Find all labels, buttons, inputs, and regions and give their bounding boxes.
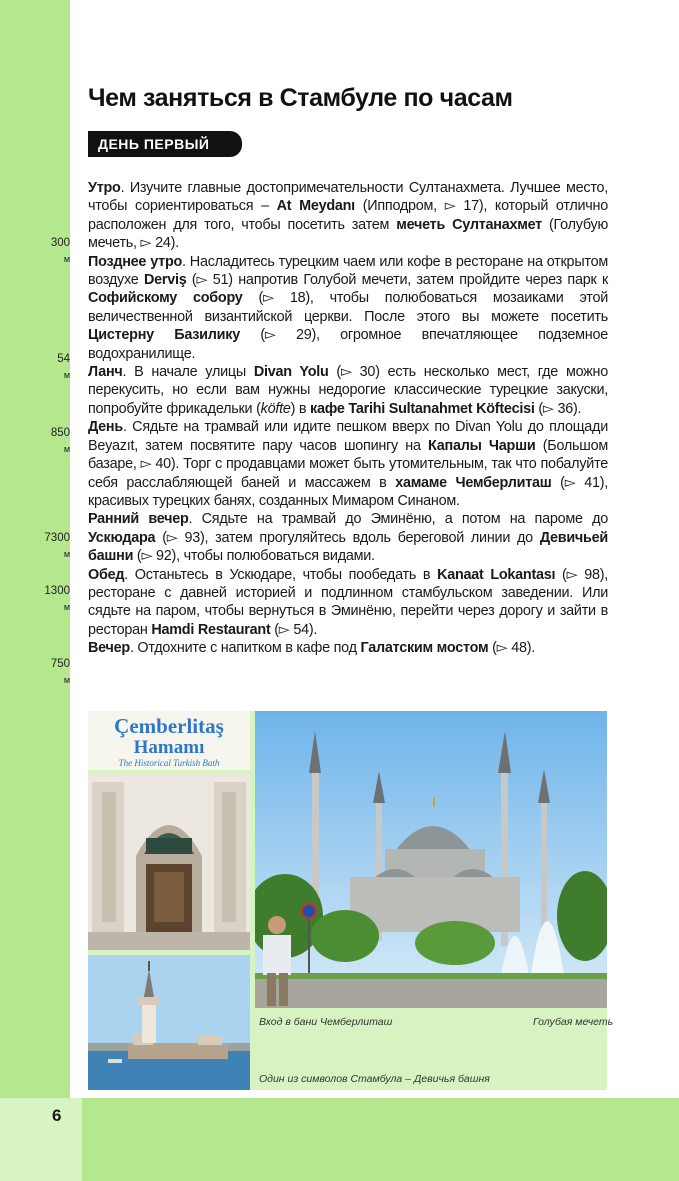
elevation-marker: 7300 м (44, 532, 70, 559)
elevation-marker: 750 м (50, 658, 70, 685)
caption-bath: Вход в бани Чемберлиташ (259, 1016, 393, 1028)
hamam-entrance-photo (88, 774, 250, 950)
caption-tower: Один из символов Стамбула – Девичья башня (259, 1073, 490, 1085)
itinerary-text (88, 179, 608, 658)
itinerary-morning: Утро. Изучите главные достопримечательности Султанахмета. Лучшее место, чтобы сориентироваться – At Meydanı (Ипподром, ▻ 17), который отлично расположен для того, чтобы посетить затем мечеть Султанахмет (Голубую мечеть, ▻ 24). (88, 180, 609, 252)
itinerary-early-evening: Ранний вечер. Сядьте на трамвай до Эминёню, а потом на пароме до Ускюдара (▻ 93), затем прогуляйтесь вдоль береговой линии до Девичьей башни (▻ 92), чтобы полюбоваться видами. (88, 511, 608, 565)
elevation-marker: 54 м (57, 353, 70, 380)
elevation-marker: 1300 м (44, 585, 70, 612)
sign-title-line1: Çemberlitaş (114, 714, 224, 738)
itinerary-day: День. Сядьте на трамвай или идите пешком вверх по Divan Yolu до площади Beyazıt, затем посвятите пару часов шопингу на Капалы Чарши (Большом базаре, ▻ 40). Торг с продавцами может быть утомительным, так что побалуйте себя расслабляющей баней и массажем в хамаме Чемберлиташ (▻ 41), красивых турецких банях, созданных Мимаром Синаном. (88, 419, 608, 509)
page-number: 6 (52, 1106, 62, 1125)
itinerary-late-morning: Позднее утро. Насладитесь турецким чаем или кофе в ресторане на открытом воздухе Derviş (▻ 51) напротив Голубой мечети, затем пройдите через парк к Софийскому собору (▻ 18), чтобы полюбоваться мозаиками этой величественной византийской церкви. После этого вы можете посетить Цистерну Базилику (▻ 29), огромное впечатляющее подземное водохранилище. (88, 253, 609, 362)
page-number-tab (0, 1098, 82, 1181)
itinerary-evening: Вечер. Отдохните с напитком в кафе под Галатским мостом (▻ 48). (88, 640, 535, 657)
itinerary-lunch: Ланч. В начале улицы Divan Yolu (▻ 30) есть несколько мест, где можно перекусить, но если вам нужны недорогие классические турецкие закуски, попробуйте фрикадельки (köfte) в кафе Tarihi Sultanahmet Köftecisi (▻ 36). (88, 364, 609, 417)
bottom-green-band (0, 1098, 679, 1181)
itinerary-dinner: Обед. Останьтесь в Ускюдаре, чтобы пообедать в Kanaat Lokantası (▻ 98), ресторане с давней историей и подлинном стамбульском заведении. Или сядьте на паром, чтобы вернуться в Эминёню, перейти через дорогу и зайти в ресторан Hamdi Restaurant (▻ 54). (88, 566, 608, 638)
blue-mosque-photo (255, 711, 607, 1008)
page-title: Чем заняться в Стамбуле по часам (88, 84, 513, 112)
day-badge: ДЕНЬ ПЕРВЫЙ (88, 131, 242, 157)
elevation-marker: 300 м (50, 237, 70, 264)
caption-mosque: Голубая мечеть (533, 1016, 614, 1028)
sign-title-line2: Hamamı (133, 737, 205, 758)
sign-subtitle: The Historical Turkish Bath (118, 758, 220, 768)
hamam-sign-photo (88, 711, 250, 770)
maidens-tower-photo (88, 955, 250, 1090)
elevation-marker: 850 м (50, 427, 70, 454)
